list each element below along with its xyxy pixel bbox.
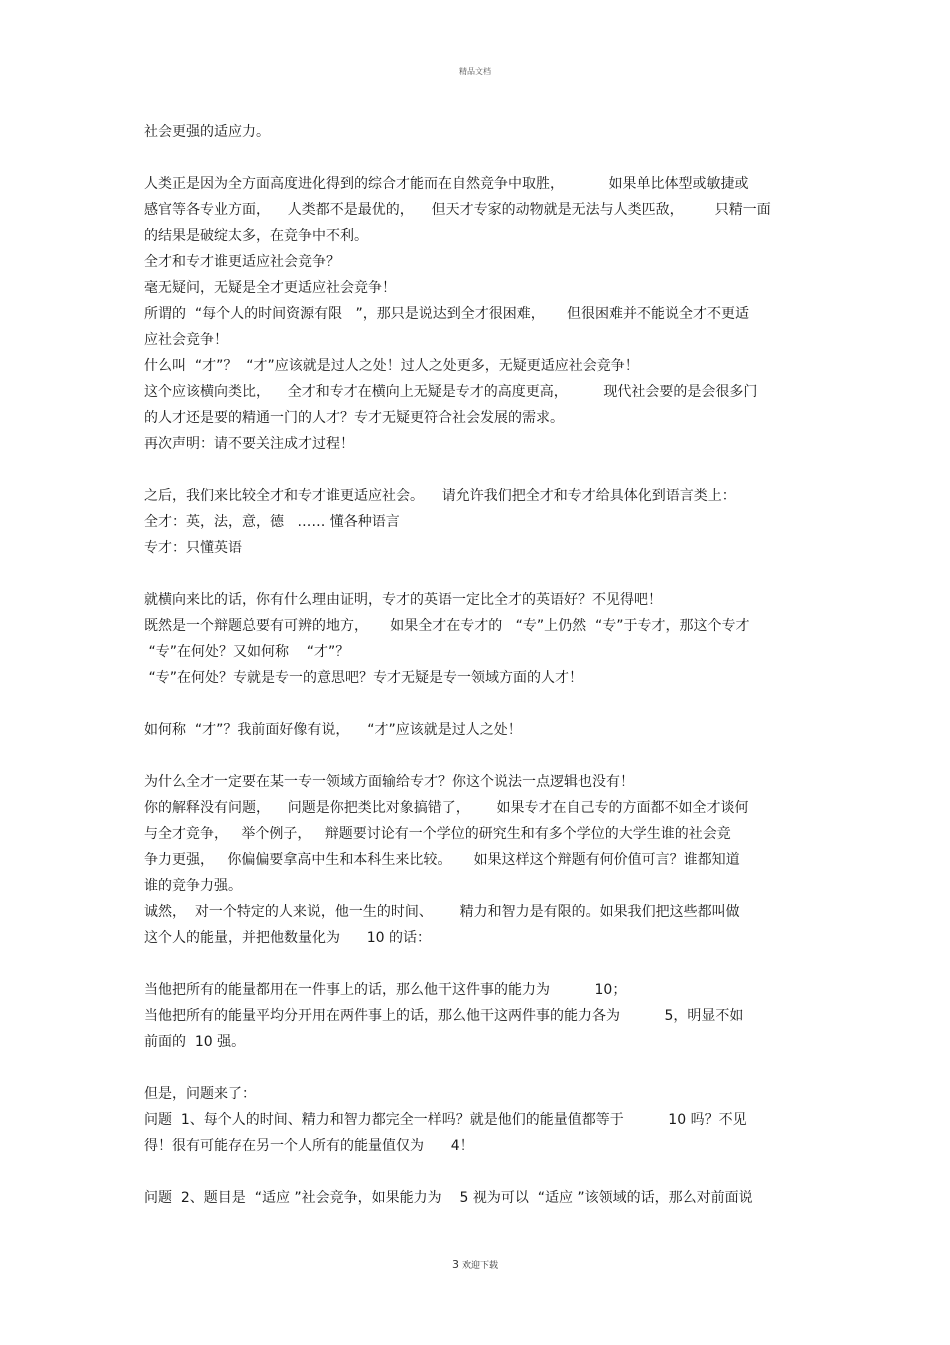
text-line: 再次声明：请不要关注成才过程！	[144, 436, 354, 452]
page-footer	[0, 1258, 950, 1271]
text-line: 什么叫 “才”？ “才”应该就是过人之处！过人之处更多，无疑更适应社会竞争！	[144, 358, 639, 374]
text-line: 全才：英，法，意，德 …… 懂各种语言	[144, 514, 400, 530]
text-line: 谁的竞争力强。	[144, 878, 242, 894]
text-line: 既然是一个辩题总要有可辨的地方， 如果全才在专才的 “专”上仍然 “专”于专才，那这个专才	[144, 618, 750, 634]
text-line: 争力更强， 你偏偏要拿高中生和本科生来比较。 如果这样这个辩题有何价值可言？谁都知道	[144, 852, 740, 868]
text-line: 专才：只懂英语	[144, 540, 242, 556]
text-line: 的结果是破绽太多，在竞争中不利。	[144, 228, 368, 244]
text-line: 当他把所有的能量平均分开用在两件事上的话，那么他干这两件事的能力各为 5，明显不如	[144, 1008, 744, 1024]
text-line: 得！很有可能存在另一个人所有的能量值仅为 4！	[144, 1138, 474, 1154]
text-line: 之后，我们来比较全才和专才谁更适应社会。 请允许我们把全才和专才给具体化到语言类上：	[144, 488, 736, 504]
text-line: “专”在何处？又如何称 “才”？	[144, 644, 350, 660]
paragraph-gap	[144, 743, 814, 769]
text-line: 当他把所有的能量都用在一件事上的话，那么他干这件事的能力为 10；	[144, 982, 627, 998]
text-line: 诚然， 对一个特定的人来说，他一生的时间、 精力和智力是有限的。如果我们把这些都叫做	[144, 904, 740, 920]
paragraph-gap	[144, 457, 814, 483]
text-line: 所谓的 “每个人的时间资源有限 ”，那只是说达到全才很困难， 但很困难并不能说全才不更适	[144, 306, 750, 322]
text-line: 感官等各专业方面， 人类都不是最优的， 但天才专家的动物就是无法与人类匹敌， 只精一面	[144, 202, 771, 218]
footer-text: 欢迎下载	[461, 1261, 498, 1271]
text-line: 问题 2、题目是 “适应 ”社会竞争，如果能力为 5 视为可以 “适应 ”该领域的话，那么对前面说	[144, 1190, 753, 1206]
text-line: 应社会竞争！	[144, 332, 228, 348]
text-line: 就横向来比的话，你有什么理由证明，专才的英语一定比全才的英语好？不见得吧！	[144, 592, 662, 608]
document-body	[144, 119, 814, 1211]
text-line: 但是，问题来了：	[144, 1086, 256, 1102]
text-line: “专”在何处？专就是专一的意思吧？专才无疑是专一领域方面的人才！	[144, 670, 583, 686]
text-line: 如何称 “才”？我前面好像有说， “才”应该就是过人之处！	[144, 722, 522, 738]
text-line: 毫无疑问，无疑是全才更适应社会竞争！	[144, 280, 396, 296]
text-line: 与全才竞争， 举个例子， 辩题要讨论有一个学位的研究生和有多个学位的大学生谁的社会竞	[144, 826, 731, 842]
text-line: 的人才还是要的精通一门的人才？专才无疑更符合社会发展的需求。	[144, 410, 564, 426]
paragraph-gap	[144, 145, 814, 171]
page-number: 3	[451, 1258, 459, 1271]
paragraph-gap	[144, 1159, 814, 1185]
text-line: 人类正是因为全方面高度进化得到的综合才能而在自然竞争中取胜， 如果单比体型或敏捷或	[144, 176, 749, 192]
paragraph-gap	[144, 561, 814, 587]
text-line: 社会更强的适应力。	[144, 124, 270, 140]
text-line: 问题 1、每个人的时间、精力和智力都完全一样吗？就是他们的能量值都等于 10 吗？不见	[144, 1112, 747, 1128]
text-line: 前面的 10 强。	[144, 1034, 246, 1050]
page-header: 精品文档	[459, 67, 491, 76]
text-line: 这个应该横向类比， 全才和专才在横向上无疑是专才的高度更高， 现代社会要的是会很多门	[144, 384, 758, 400]
paragraph-gap	[144, 951, 814, 977]
text-line: 全才和专才谁更适应社会竞争？	[144, 254, 340, 270]
text-line: 你的解释没有问题， 问题是你把类比对象搞错了， 如果专才在自己专的方面都不如全才谈何	[144, 800, 749, 816]
text-line: 为什么全才一定要在某一专一领域方面输给专才？你这个说法一点逻辑也没有！	[144, 774, 634, 790]
paragraph-gap	[144, 691, 814, 717]
text-line: 这个人的能量，并把他数量化为 10 的话：	[144, 930, 431, 946]
paragraph-gap	[144, 1055, 814, 1081]
